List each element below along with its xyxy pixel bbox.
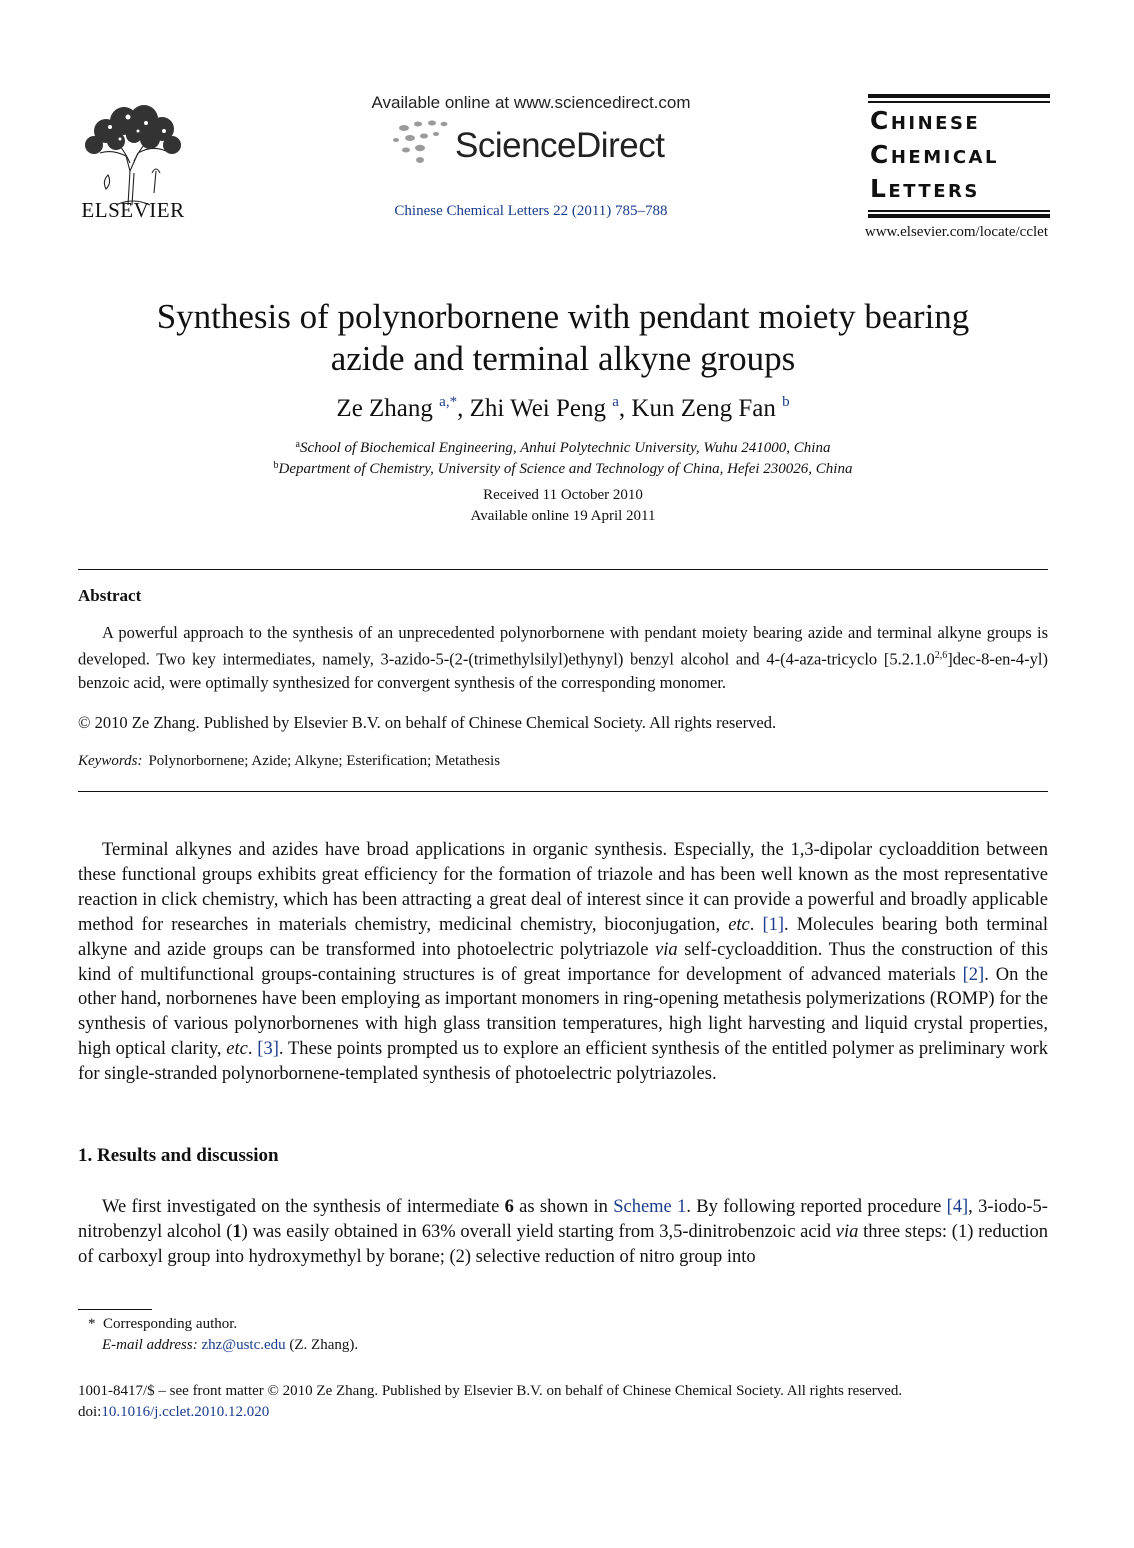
available-online-text: Available online at www.sciencedirect.com — [371, 93, 691, 112]
text-run-italic: etc — [728, 914, 750, 935]
journal-citation-link[interactable]: Chinese Chemical Letters 22 (2011) 785–788 — [394, 203, 668, 219]
email-note — [102, 1337, 358, 1354]
author-separator: , — [618, 395, 632, 422]
author-name: Kun Zeng Fan — [631, 395, 776, 422]
affiliation-a — [78, 439, 1048, 457]
author-affiliation-mark[interactable]: a — [612, 394, 619, 410]
sciencedirect-wordmark: ScienceDirect — [455, 126, 665, 165]
article-title — [78, 296, 1048, 380]
text-run: . — [247, 1039, 258, 1060]
text-run: . — [749, 914, 763, 935]
title-line: azide and terminal alkyne groups — [330, 339, 796, 378]
footnote-text: Corresponding author. — [103, 1316, 238, 1332]
title-line: Synthesis of polynorbornene with pendant moiety bearing — [156, 297, 970, 336]
email-link[interactable]: zhz@ustc.edu — [201, 1337, 286, 1353]
journal-logo-rule — [868, 101, 1050, 103]
journal-logo-rule — [868, 94, 1050, 98]
intro-paragraph — [78, 838, 1048, 1087]
abstract-text-part: A powerful approach to the synthesis of an unprecedented polynorbornene with pendant moiety bearing azide and terminal alkyne groups is developed. Two key intermediates, namely, 3-azido-5-(2-(trimethylsilyl)ethynyl) benzyl alcohol and 4-(4-aza-tricyclo [5.2.1.0 — [78, 623, 1048, 669]
abstract-heading: Abstract — [78, 586, 142, 605]
abstract-copyright: © 2010 Ze Zhang. Published by Elsevier B.V. on behalf of Chinese Chemical Society. All rights reserved. — [78, 713, 777, 732]
footnote-marker: * — [88, 1316, 96, 1332]
text-run: as shown in — [513, 1197, 614, 1217]
text-run: , 3-iodo-5-nitrobenzyl alcohol ( — [78, 1197, 1048, 1242]
text-run: three steps: (1) reduction of carboxyl group into hydroxymethyl by borane; (2) selective reduction of nitro group into — [78, 1221, 1049, 1267]
compound-number: 6 — [504, 1197, 514, 1217]
elsevier-wordmark: ELSEVIER — [81, 198, 185, 222]
doi-line — [78, 1404, 269, 1421]
text-run-italic: via — [835, 1221, 859, 1242]
journal-logo-rule — [868, 214, 1050, 218]
email-owner: (Z. Zhang). — [289, 1337, 359, 1353]
journal-logo-line: Chemical — [870, 140, 999, 169]
text-run-italic: via — [655, 939, 678, 960]
corresponding-author-note — [88, 1316, 237, 1333]
author-affiliation-mark[interactable]: b — [782, 394, 790, 410]
author-affiliation-mark[interactable]: a,* — [439, 394, 458, 410]
sciencedirect-dots-icon — [390, 118, 450, 166]
text-run: self-cycloaddition. Thus the construction of this kind of multifunctional groups-containing structures is of great importance for development of advanced materials — [78, 939, 1048, 985]
front-matter-line: 1001-8417/$ – see front matter © 2010 Ze Zhang. Published by Elsevier B.V. on behalf of Chinese Chemical Society. All rights reserved. — [78, 1383, 903, 1399]
reference-link[interactable]: [2] — [962, 964, 985, 985]
keywords-label: Keywords: — [78, 753, 143, 769]
text-run-italic: etc — [226, 1039, 248, 1060]
divider — [78, 569, 1048, 570]
online-date: Available online 19 April 2011 — [470, 508, 656, 524]
footnote-rule — [78, 1309, 152, 1310]
reference-link[interactable]: [1] — [762, 914, 785, 935]
affiliation-text: Department of Chemistry, University of Science and Technology of China, Hefei 230026, China — [278, 461, 853, 477]
author-separator: , — [457, 395, 470, 422]
reference-link[interactable]: [4] — [946, 1197, 969, 1217]
abstract-text-part: ]dec-8-en-4-yl) benzoic acid, were optimally synthesized for convergent synthesis of the corresponding monomer. — [78, 649, 1048, 692]
author-name: Ze Zhang — [336, 395, 433, 422]
keywords-list: Polynorbornene; Azide; Alkyne; Esterification; Metathesis — [148, 753, 501, 769]
email-label: E-mail address: — [102, 1337, 198, 1353]
abstract-text — [78, 621, 1048, 694]
doi-link[interactable]: 10.1016/j.cclet.2010.12.020 — [101, 1404, 270, 1420]
text-run: . On the other hand, norbornenes have been employing as important monomers in ring-opening metathesis polymerizations (ROMP) for the synthesis of various polynorbornenes with high glass transition temperatures, high light harvesting and liquid crystal properties, high optical clarity, — [78, 964, 1049, 1060]
divider — [78, 791, 1048, 792]
journal-logo-line: Chinese — [870, 106, 981, 135]
received-date: Received 11 October 2010 — [483, 487, 643, 503]
text-run: . By following reported procedure — [686, 1197, 947, 1217]
abstract-superscript: 2,6 — [934, 650, 948, 661]
journal-logo-rule — [868, 210, 1050, 212]
journal-logo-line: Letters — [870, 174, 980, 203]
text-run: We first investigated on the synthesis of intermediate — [102, 1197, 505, 1217]
doi-label: doi: — [78, 1404, 102, 1420]
journal-url-link[interactable]: www.elsevier.com/locate/cclet — [864, 224, 1048, 240]
scheme-link[interactable]: Scheme 1 — [613, 1197, 687, 1217]
section-paragraph — [78, 1195, 1048, 1270]
text-run: . Molecules bearing both terminal alkyne and azide groups can be transformed into photoelectric polytriazole — [78, 914, 1048, 960]
keywords — [78, 753, 500, 770]
text-run: ) was easily obtained in 63% overall yield starting from 3,5-dinitrobenzoic acid — [241, 1221, 836, 1242]
text-run: Terminal alkynes and azides have broad applications in organic synthesis. Especially, the 1,3-dipolar cycloaddition between these functional groups exhibits great efficiency for the formation of triazole and has been well known as the most representative reaction in click chemistry, which has been attracting a great deal of interest since it can provide a powerful and broadly applicable method for researches in materials chemistry, medicinal chemistry, bioconjugation, — [78, 840, 1048, 935]
section-heading: 1. Results and discussion — [78, 1145, 279, 1166]
affiliation-mark: b — [273, 460, 279, 471]
text-run: . These points prompted us to explore an efficient synthesis of the entitled polymer as preliminary work for single-stranded polynorbornene-templated synthesis of photoelectric polytriazoles. — [78, 1039, 1048, 1085]
affiliation-text: School of Biochemical Engineering, Anhui Polytechnic University, Wuhu 241000, China — [299, 440, 831, 456]
compound-number: 1 — [232, 1221, 242, 1242]
affiliation-mark: a — [295, 439, 300, 450]
author-list — [78, 394, 1048, 423]
affiliation-b — [78, 460, 1048, 478]
author-name: Zhi Wei Peng — [469, 395, 606, 422]
reference-link[interactable]: [3] — [257, 1039, 279, 1060]
